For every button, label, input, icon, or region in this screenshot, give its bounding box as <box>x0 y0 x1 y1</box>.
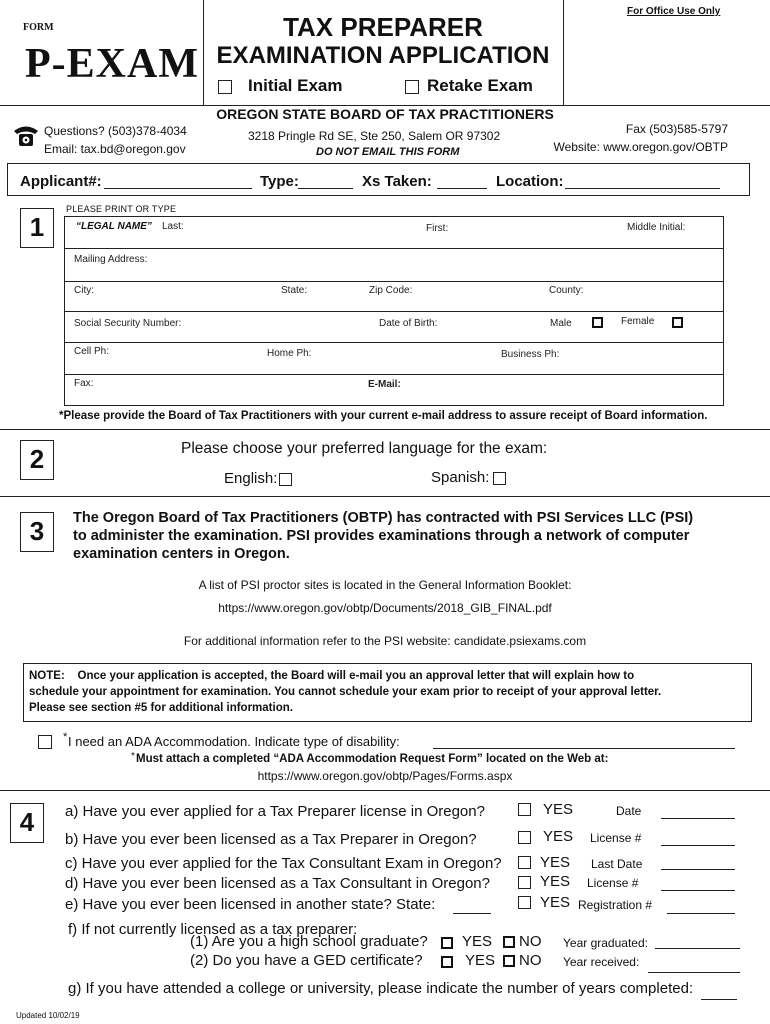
question-f2-yes-checkbox[interactable] <box>441 956 453 968</box>
location-field[interactable] <box>565 188 720 189</box>
question-f1-no-label: NO <box>519 933 542 950</box>
question-f2: (2) Do you have a GED certificate? <box>190 952 423 969</box>
phone-icon <box>12 122 40 148</box>
question-a-date-field[interactable] <box>661 818 735 819</box>
gib-url-link[interactable]: https://www.oregon.gov/obtp/Documents/2018_GIB_FINAL.pdf <box>218 601 552 615</box>
female-label: Female <box>621 316 655 327</box>
section-1-bottom-rule <box>0 429 770 430</box>
question-e: e) Have you ever been licensed in another state? State: <box>65 896 436 913</box>
board-fax: Fax (503)585-5797 <box>625 122 728 136</box>
section-2-number: 2 <box>20 440 54 480</box>
question-d-yes-checkbox[interactable] <box>518 876 531 889</box>
question-g-years-field[interactable] <box>701 999 737 1000</box>
female-checkbox[interactable] <box>672 317 683 328</box>
question-c: c) Have you ever applied for the Tax Consultant Exam in Oregon? <box>65 855 502 872</box>
form-label: FORM <box>23 22 54 33</box>
board-email: Email: tax.bd@oregon.gov <box>44 142 186 156</box>
last-name-field[interactable]: Last: <box>162 221 184 232</box>
question-c-yes-checkbox[interactable] <box>518 856 531 869</box>
ada-form-url[interactable]: https://www.oregon.gov/obtp/Pages/Forms.aspx <box>257 769 513 783</box>
male-label: Male <box>550 318 572 329</box>
question-f2-no-label: NO <box>519 952 542 969</box>
spanish-checkbox[interactable] <box>493 472 506 485</box>
state-field[interactable]: State: <box>281 285 308 296</box>
do-not-email-notice: DO NOT EMAIL THIS FORM <box>316 146 460 158</box>
type-label: Type: <box>260 173 299 190</box>
initial-exam-option[interactable] <box>218 76 342 96</box>
question-f1-no-checkbox[interactable] <box>503 936 515 948</box>
section-3-number: 3 <box>20 512 54 552</box>
home-phone-field[interactable]: Home Ph: <box>267 348 312 359</box>
year-graduated-field[interactable] <box>655 948 740 949</box>
question-d: d) Have you ever been licensed as a Tax Consultant in Oregon? <box>65 875 490 892</box>
board-name: OREGON STATE BOARD OF TAX PRACTITIONERS <box>216 106 554 122</box>
approval-note-line1: NOTE: Once your application is accepted, the Board will e-mail you an approval letter that will explain how to <box>29 670 635 682</box>
question-f: f) If not currently licensed as a tax preparer: <box>68 921 358 938</box>
first-name-field[interactable]: First: <box>426 223 449 234</box>
english-label: English: <box>224 470 278 487</box>
retake-exam-option[interactable] <box>405 76 533 96</box>
question-f1-yes-label: YES <box>462 933 493 950</box>
page-title-line1: TAX PREPARER <box>283 12 483 42</box>
legal-name-label: “LEGAL NAME” <box>76 221 152 232</box>
question-b-license-label: License # <box>590 831 642 845</box>
question-g: g) If you have attended a college or university, please indicate the number of years completed: <box>68 980 694 997</box>
question-b-yes-checkbox[interactable] <box>518 831 531 844</box>
initial-exam-checkbox[interactable] <box>218 80 232 94</box>
question-c-last-date-field[interactable] <box>661 869 735 870</box>
question-c-yes-label: YES <box>540 854 571 871</box>
questions-phone: Questions? (503)378-4034 <box>44 124 187 138</box>
initial-exam-label: Initial Exam <box>248 76 343 95</box>
mailing-address-field[interactable]: Mailing Address: <box>74 254 148 265</box>
row-divider-5 <box>64 374 724 375</box>
question-d-license-label: License # <box>587 876 639 890</box>
english-checkbox[interactable] <box>279 473 292 486</box>
retake-exam-checkbox[interactable] <box>405 80 419 94</box>
question-f2-no-checkbox[interactable] <box>503 955 515 967</box>
question-a: a) Have you ever applied for a Tax Preparer license in Oregon? <box>65 803 485 820</box>
disability-type-field[interactable] <box>433 748 735 749</box>
question-e-state-field[interactable] <box>453 913 491 914</box>
question-f1: (1) Are you a high school graduate? <box>190 933 428 950</box>
row-divider-2 <box>64 281 724 282</box>
type-field[interactable] <box>298 188 353 189</box>
applicant-number-field[interactable] <box>104 188 252 189</box>
xs-taken-field[interactable] <box>437 188 487 189</box>
question-f1-yes-checkbox[interactable] <box>441 937 453 949</box>
question-b-yes-label: YES <box>543 828 574 845</box>
question-e-yes-checkbox[interactable] <box>518 896 531 909</box>
business-phone-field[interactable]: Business Ph: <box>501 349 560 360</box>
updated-date: Updated 10/02/19 <box>16 1011 80 1020</box>
approval-note-line3: Please see section #5 for additional information. <box>29 702 293 714</box>
question-e-yes-label: YES <box>540 894 571 911</box>
year-received-field[interactable] <box>648 972 740 973</box>
location-label: Location: <box>496 173 564 190</box>
middle-initial-field[interactable]: Middle Initial: <box>627 222 686 233</box>
spanish-option[interactable] <box>431 469 506 486</box>
question-e-registration-field[interactable] <box>667 913 735 914</box>
xs-taken-label: Xs Taken: <box>362 173 432 190</box>
row-divider-1 <box>64 248 724 249</box>
psi-website-note: For additional information refer to the PSI website: candidate.psiexams.com <box>183 634 587 648</box>
page-title-line2: EXAMINATION APPLICATION <box>216 42 550 69</box>
approval-note-line2: schedule your appointment for examination. You cannot schedule your exam prior to receipt of your approval letter. <box>29 686 662 698</box>
question-f2-yes-label: YES <box>465 952 496 969</box>
section-1-number: 1 <box>20 208 54 248</box>
psi-intro-line2: to administer the examination. PSI provides examinations through a network of computer <box>73 528 690 544</box>
male-checkbox[interactable] <box>592 317 603 328</box>
question-a-date-label: Date <box>616 804 642 818</box>
ada-label: I need an ADA Accommodation. Indicate type of disability: <box>68 734 400 749</box>
email-field[interactable]: E-Mail: <box>368 379 401 390</box>
print-or-type-label: PLEASE PRINT OR TYPE <box>66 204 177 214</box>
spanish-label: Spanish: <box>431 469 490 486</box>
question-e-registration-label: Registration # <box>578 898 653 912</box>
section-3-bottom-rule <box>0 790 770 791</box>
proctor-sites-note: A list of PSI proctor sites is located in the General Information Booklet: <box>198 578 572 592</box>
email-note: *Please provide the Board of Tax Practitioners with your current e-mail address to assure receipt of Board information. <box>59 410 708 422</box>
psi-intro-line1: The Oregon Board of Tax Practitioners (OBTP) has contracted with PSI Services LLC (PSI) <box>73 510 694 526</box>
board-address: 3218 Pringle Rd SE, Ste 250, Salem OR 97302 <box>248 129 501 143</box>
year-graduated-label: Year graduated: <box>563 936 648 950</box>
retake-exam-label: Retake Exam <box>427 76 533 95</box>
question-c-last-date-label: Last Date <box>591 857 643 871</box>
ada-star: * <box>63 731 68 743</box>
zip-code-field[interactable]: Zip Code: <box>369 285 413 296</box>
question-a-yes-label: YES <box>543 801 574 818</box>
year-received-label: Year received: <box>563 955 640 969</box>
ssn-field[interactable]: Social Security Number: <box>74 318 182 329</box>
fax-field[interactable]: Fax: <box>74 378 94 389</box>
ada-attach-star: * <box>131 751 135 762</box>
county-field[interactable]: County: <box>549 285 584 296</box>
office-use-label: For Office Use Only <box>627 6 721 17</box>
cell-phone-field[interactable]: Cell Ph: <box>74 346 110 357</box>
row-divider-3 <box>64 311 724 312</box>
header-divider-right <box>563 0 564 105</box>
form-code: P-EXAM <box>25 41 199 87</box>
english-option[interactable] <box>224 470 292 487</box>
language-prompt: Please choose your preferred language for the exam: <box>181 440 548 457</box>
question-a-yes-checkbox[interactable] <box>518 803 531 816</box>
question-b: b) Have you ever been licensed as a Tax Preparer in Oregon? <box>65 831 477 848</box>
question-b-license-field[interactable] <box>661 845 735 846</box>
question-d-license-field[interactable] <box>661 890 735 891</box>
row-divider-4 <box>64 342 724 343</box>
question-d-yes-label: YES <box>540 873 571 890</box>
board-website: Website: www.oregon.gov/OBTP <box>553 140 728 154</box>
section-4-number: 4 <box>10 803 44 843</box>
ada-attach-note: Must attach a completed “ADA Accommodation Request Form” located on the Web at: <box>136 753 609 765</box>
applicant-number-label: Applicant#: <box>20 173 102 190</box>
ada-checkbox[interactable] <box>38 735 52 749</box>
city-field[interactable]: City: <box>74 285 94 296</box>
dob-field[interactable]: Date of Birth: <box>379 318 438 329</box>
psi-intro-line3: examination centers in Oregon. <box>73 546 290 562</box>
section-2-bottom-rule <box>0 496 770 497</box>
